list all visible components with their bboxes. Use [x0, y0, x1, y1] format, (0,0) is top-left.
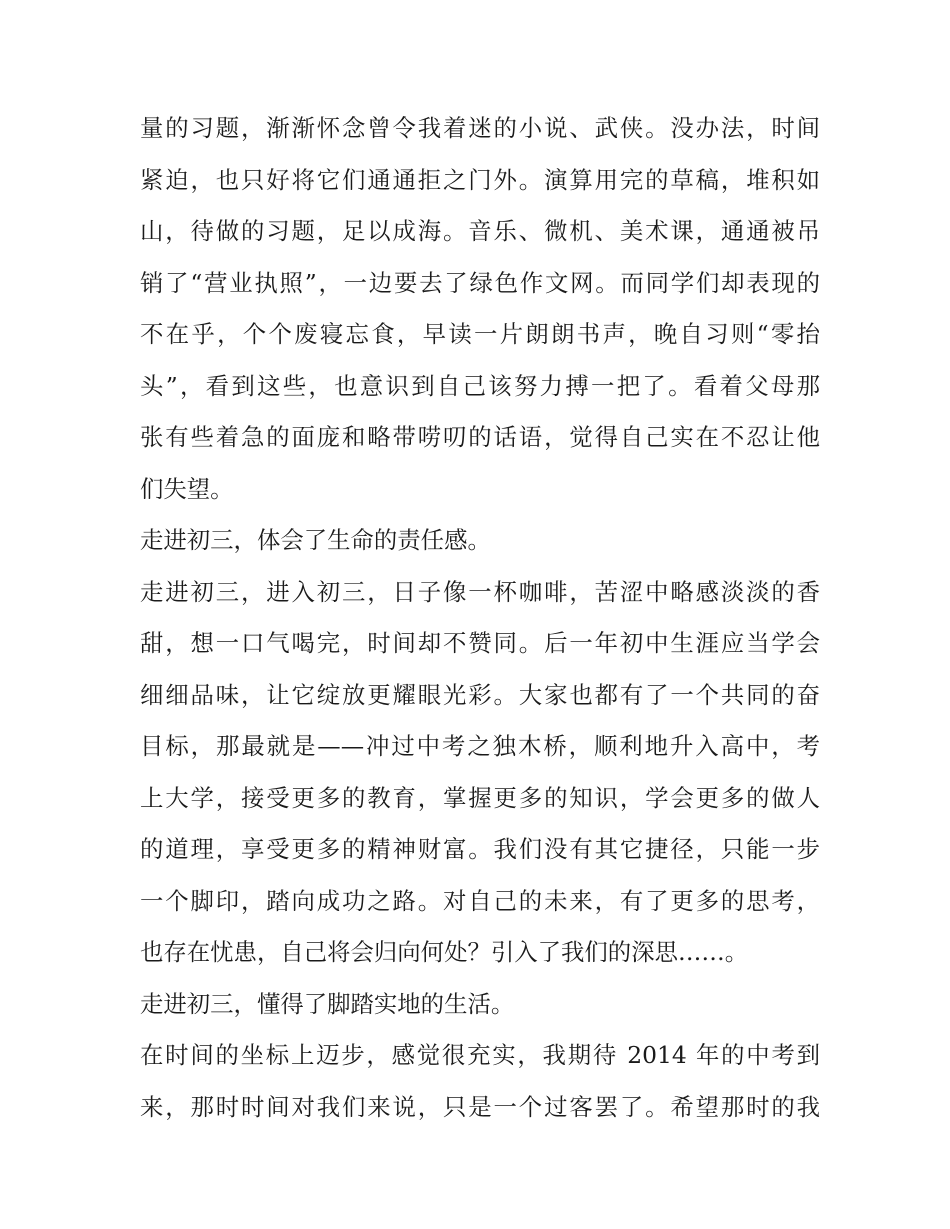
text-line: 目标，那最就是——冲过中考之独木桥，顺利地升入高中，考: [140, 732, 820, 760]
text-line: 一个脚印，踏向成功之路。对自己的未来，有了更多的思考，: [140, 886, 820, 915]
text-line: 紧迫，也只好将它们通通拒之门外。演算用完的草稿，堆积如: [140, 165, 820, 194]
text-line: 量的习题，渐渐怀念曾令我着迷的小说、武侠。没办法，时间: [140, 114, 820, 142]
text-line: 来，那时时间对我们来说，只是一个过客罢了。希望那时的我: [140, 1092, 820, 1121]
text-line: 走进初三，懂得了脚踏实地的生活。: [140, 989, 515, 1018]
document-body-text: [140, 103, 820, 1133]
text-line: 上大学，接受更多的教育，掌握更多的知识，学会更多的做人: [140, 783, 820, 812]
text-line: 甜，想一口气喝完，时间却不赞同。后一年初中生涯应当学会: [140, 629, 820, 657]
text-line: 张有些着急的面庞和略带唠叨的话语，觉得自己实在不忍让他: [140, 423, 820, 451]
text-line: 走进初三，体会了生命的责任感。: [140, 526, 491, 554]
text-line: 也存在忧患，自己将会归向何处？引入了我们的深思……。: [140, 938, 749, 966]
text-line: 们失望。: [140, 474, 234, 503]
text-line: 走进初三，进入初三，日子像一杯咖啡，苦涩中略感淡淡的香: [140, 577, 820, 606]
text-line: 销了“营业执照”，一边要去了绿色作文网。而同学们却表现的: [140, 268, 820, 297]
text-line: 细细品味，让它绽放更耀眼光彩。大家也都有了一个共同的奋: [140, 680, 820, 709]
text-line: 山，待做的习题，足以成海。音乐、微机、美术课，通通被吊: [140, 217, 820, 245]
text-line: 头”，看到这些，也意识到自己该努力搏一把了。看着父母那: [140, 371, 820, 400]
text-line: 的道理，享受更多的精神财富。我们没有其它捷径，只能一步: [140, 835, 820, 863]
text-line: 不在乎，个个废寝忘食，早读一片朗朗书声，晚自习则“零抬: [140, 320, 820, 348]
text-line: 在时间的坐标上迈步，感觉很充实，我期待 2014 年的中考到: [140, 1041, 820, 1069]
